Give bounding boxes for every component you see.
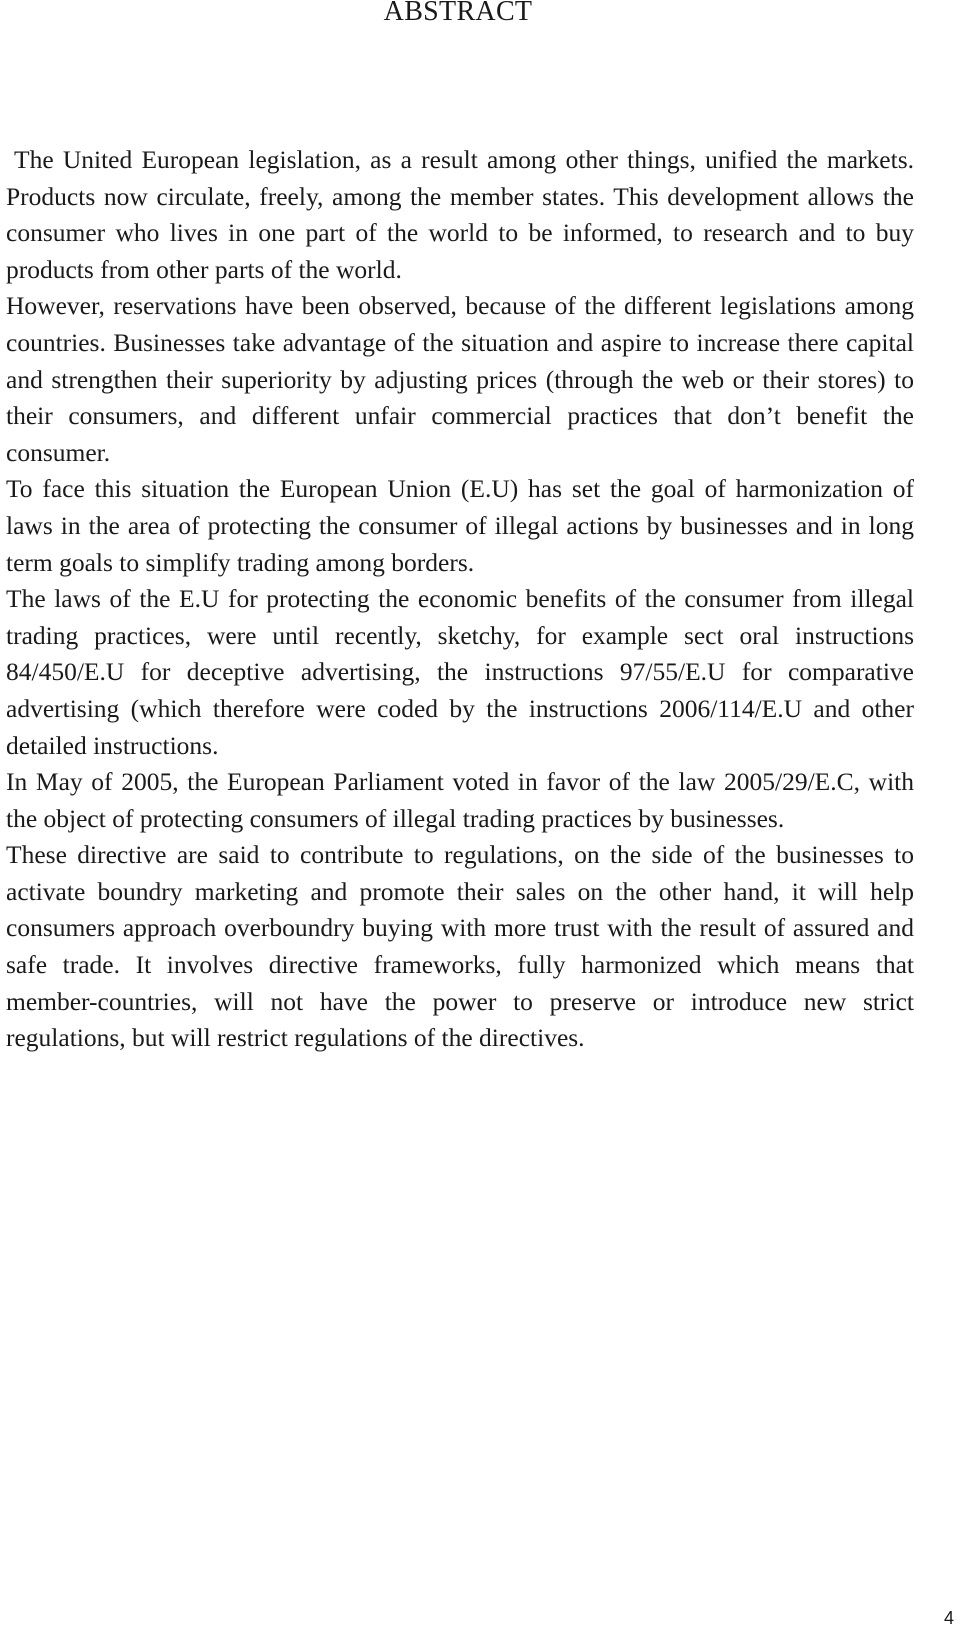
paragraph-5: In May of 2005, the European Parliament voted in favor of the law 2005/29/E.C, with the object of protecting consumers of illegal trading practices by businesses.	[6, 767, 914, 833]
abstract-body	[6, 142, 914, 1057]
page-number: 4	[943, 1608, 954, 1628]
paragraph-2: However, reservations have been observed, because of the different legislations among countries. Businesses take advantage of the situation and aspire to increase there capital and strengthen their superiority by adjusting prices (through the web or their stores) to their consumers, and different unfair commercial practices that don’t benefit the consumer.	[6, 291, 914, 467]
paragraph-4: The laws of the E.U for protecting the economic benefits of the consumer from illegal trading practices, were until recently, sketchy, for example sect oral instructions 84/450/E.U for deceptive advertising, the instructions 97/55/E.U for comparative advertising (which therefore were coded by the instructions 2006/114/E.U and other detailed instructions.	[6, 584, 914, 760]
paragraph-1: The United European legislation, as a result among other things, unified the markets. Products now circulate, freely, among the member states. This development allows the consumer who lives in one part of the world to be informed, to research and to buy products from other parts of the world.	[6, 145, 914, 284]
page-title: ABSTRACT	[383, 0, 533, 27]
paragraph-6: These directive are said to contribute to regulations, on the side of the businesses to activate boundry marketing and promote their sales on the other hand, it will help consumers approach overboundry buying with more trust with the result of assured and safe trade. It involves directive frameworks, fully harmonized which means that member-countries, will not have the power to preserve or introduce new strict regulations, but will restrict regulations of the directives.	[6, 840, 914, 1053]
paragraph-3: To face this situation the European Union (E.U) has set the goal of harmonization of laws in the area of protecting the consumer of illegal actions by businesses and in long term goals to simplify trading among borders.	[6, 474, 914, 577]
